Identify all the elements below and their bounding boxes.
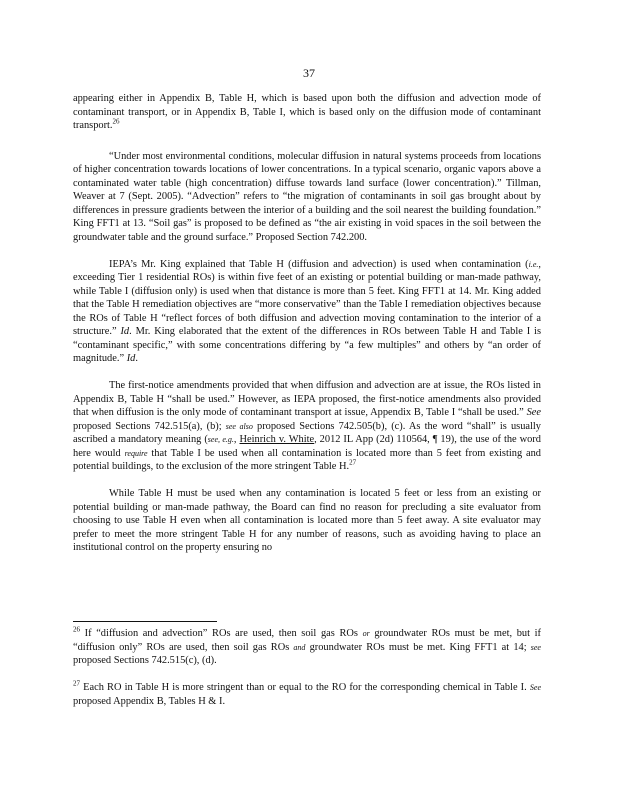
text-run: that Table I be used when all contamination is located more than 5 feet from existing and potential buildings, to the exclusion of the more stringent Table H. [73,447,541,472]
text-run: IEPA’s Mr. King explained that Table H (diffusion and advection) is used when contamination ( [109,258,529,270]
text-run: groundwater ROs must be met, but if “diffusion only” ROs are used, then soil gas ROs [73,628,541,653]
page-number: 37 [303,66,315,80]
text-run: . Mr. King elaborated that the extent of the differences in ROs between Table H and Table I is “contaminant specific,” with some concentrations differing by “a few multiples” and others by “an order of magnitude.” [73,326,541,364]
paragraph-text: “Under most environmental conditions, molecular diffusion in natural systems proceeds from locations of higher concentration towards locations of lower concentrations. In a typical scenario, organic vapors above a contaminated water table (high concentration) diffuse towards land surface (lower concentration).” Tillman, Weaver at 7 (Sept. 2005). “Advection” refers to “the migration of contaminants in soil gas brought about by differences in pressure gradients between the interior of a building and the soil nearest the building foundation.” King FFT1 at 13. “Soil gas” is proposed to be defined as “the air existing in void spaces in the soil between the groundwater table and the ground surface.” Proposed Section 742.200. [73,150,541,243]
paragraph-text: While Table H must be used when any contamination is located 5 feet or less from an existing or potential building or man-made pathway, the Board can find no reason for precluding a site evaluator from choosing to use Table H even when all contamination is located more than 5 feet away. A site evaluator may prefer to meet the more stringent Table H for any number of reasons, such as avoiding having to place an institutional control on the property ensuring no [73,488,541,553]
citation-id: Id [126,353,136,364]
signal-see: see [207,435,218,444]
case-citation: Heinrich v. White [239,434,315,445]
footnote-reference-27[interactable]: 27 [349,458,357,467]
signal-see-also: see also [225,421,253,431]
text-run: , [233,434,237,445]
footnote-number: 26 [73,625,80,634]
text-run: proposed Sections 742.515(a), (b); [73,420,222,432]
emphasis-and: and [293,642,306,652]
citation-id: Id [120,326,130,337]
text-run: proposed Sections 742.515(c), (d). [73,655,217,666]
text-run: . [135,353,138,364]
footnotes [73,627,541,722]
text-run: proposed Appendix B, Tables H & I. [73,695,226,707]
text-run: , 2012 IL App (2d) 110564, ¶ 19), the use of the word here would [73,434,541,459]
signal-see: see [530,642,541,652]
signal-see: See [526,407,541,418]
text-run: groundwater ROs must be met. King FFT1 at 14; [309,641,527,653]
main-text [73,92,541,555]
paragraph-text: appearing either in Appendix B, Table H, which is based upon both the diffusion and advection mode of contaminant transport, or in Appendix B, Table I, which is based only on the diffusion mode of contaminant transport. [73,93,541,131]
text-run: If “diffusion and advection” ROs are used, then soil gas ROs [84,628,358,639]
text-run-italic: i.e. [528,259,539,269]
footnote-reference-26[interactable]: 26 [112,117,120,126]
emphasis-require: require [124,448,148,458]
paragraph-first-notice [73,379,541,474]
paragraph-table-h [73,487,541,555]
footnote-separator [73,621,217,622]
paragraph-definitions [73,150,541,245]
footnote-27 [73,681,541,708]
paragraph-continued [73,92,541,133]
footnote-26 [73,627,541,668]
text-run: , exceeding Tier 1 residential ROs) is within five feet of an existing or potential building or man-made pathway, while Table I (diffusion only) is used when that distance is more than 5 feet. King FFT1 at 14. Mr. King added that the Table H remediation objectives are “more conservative” than the Table I remediation objectives because the ROs of Table H “reflect forces of both diffusion and advection moving contamination to the interior of a structure.” [73,258,541,337]
text-run: Each RO in Table H is more stringent than or equal to the RO for the corresponding chemical in Table I. [83,682,527,693]
text-run: The first-notice amendments provided that when diffusion and advection are at issue, the ROs listed in Appendix B, Table H “shall be used.” However, as IEPA proposed, the first-notice amendments also provided that when diffusion is the only mode of contaminant transport at issue, Appendix B, Table I “shall be used.” [73,380,541,418]
signal-eg: , e.g. [218,435,234,444]
paragraph-iepa-king [73,258,541,366]
emphasis-or: or [362,629,370,638]
signal-see: See [529,683,541,692]
text-run: proposed Sections 742.505(b), (c). As the word “shall” is usually ascribed a mandatory meaning ( [73,420,541,445]
footnote-number: 27 [73,679,80,688]
